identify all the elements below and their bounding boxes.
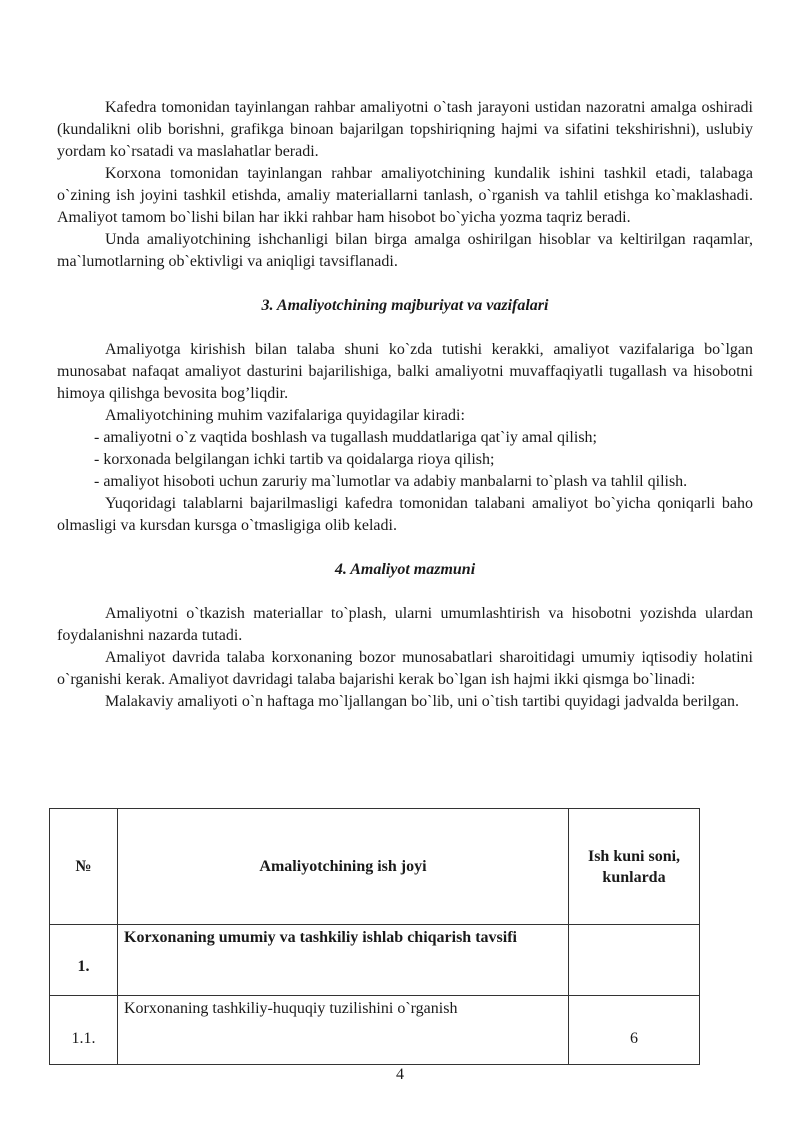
- practice-schedule-table: [49, 808, 700, 1065]
- section-4-paragraph-2: Amaliyot davrida talaba korxonaning bozor munosabatlari sharoitidagi umumiy iqtisodiy holatini o`rganishi kerak. Amaliyot davridagi talaba bajarishi kerak bo`lgan ish hajmi ikki qismga bo`linadi:: [57, 649, 753, 688]
- row-days: 6: [569, 996, 700, 1065]
- header-workplace: Amaliyotchining ish joyi: [118, 809, 569, 925]
- table-header-row: [50, 809, 700, 925]
- page-body: [57, 97, 753, 713]
- section-3-paragraph-1: Amaliyotga kirishish bilan talaba shuni ko`zda tutishi kerakki, amaliyot vazifalariga bo`lgan munosabat nafaqat amaliyot dasturini bajarilishiga, balki amaliyotni muvaffaqiyatli tugallash va hisobotni himoya qilishga bevosita bog’liqdir.: [57, 341, 753, 402]
- row-number: 1.1.: [50, 996, 118, 1065]
- intro-paragraph-3: Unda amaliyotchining ishchanligi bilan birga amalga oshirilgan hisoblar va keltirilgan raqamlar, ma`lumotlarning ob`ektivligi va aniqligi tavsiflanadi.: [57, 231, 753, 270]
- section-3-paragraph-2: Amaliyotchining muhim vazifalariga quyidagilar kiradi:: [105, 407, 465, 424]
- page-number: 4: [396, 1066, 404, 1083]
- section-4-heading: 4. Amaliyot mazmuni: [334, 561, 476, 578]
- table-row: [50, 925, 700, 996]
- duty-item-3: - amaliyot hisoboti uchun zaruriy ma`lumotlar va adabiy manbalarni to`plash va tahlil qilish.: [94, 473, 688, 490]
- section-3-paragraph-3: Yuqoridagi talablarni bajarilmasligi kafedra tomonidan talabani amaliyot bo`yicha qoniqarli baho olmasligi va kursdan kursga o`tmasligiga olib keladi.: [57, 495, 753, 534]
- header-number: №: [50, 809, 118, 925]
- duty-item-1: - amaliyotni o`z vaqtida boshlash va tugallash muddatlariga qat`iy amal qilish;: [94, 429, 597, 446]
- section-4-paragraph-1: Amaliyotni o`tkazish materiallar to`plash, ularni umumlashtirish va hisobotni yozishda ulardan foydalanishni nazarda tutadi.: [57, 605, 753, 644]
- table-row: [50, 996, 700, 1065]
- row-workplace: Korxonaning tashkiliy-huquqiy tuzilishini o`rganish: [118, 996, 569, 1065]
- header-workdays: Ish kuni soni, kunlarda: [569, 809, 700, 925]
- row-number: 1.: [50, 925, 118, 996]
- section-3-heading: 3. Amaliyotchining majburiyat va vazifalari: [261, 297, 549, 314]
- section-4-paragraph-3: Malakaviy amaliyoti o`n haftaga mo`ljallangan bo`lib, uni o`tish tartibi quyidagi jadvalda berilgan.: [105, 693, 740, 710]
- intro-paragraph-2: Korxona tomonidan tayinlangan rahbar amaliyotchining kundalik ishini tashkil etadi, talabaga o`zining ish joyini tashkil etishda, amaliy materiallarni tanlash, o`rganish va tahlil etishga ko`maklashadi. Amaliyot tamom bo`lishi bilan har ikki rahbar ham hisobot bo`yicha yozma taqriz beradi.: [57, 165, 753, 226]
- intro-paragraph-1: Kafedra tomonidan tayinlangan rahbar amaliyotni o`tash jarayoni ustidan nazoratni amalga oshiradi (kundalikni olib borishni, grafikga binoan bajarilgan topshiriqning hajmi va sifatini tekshirishni), uslubiy yordam ko`rsatadi va maslahatlar beradi.: [57, 99, 753, 160]
- row-days: [569, 925, 700, 996]
- duty-item-2: - korxonada belgilangan ichki tartib va qoidalarga rioya qilish;: [94, 451, 495, 468]
- row-workplace: Korxonaning umumiy va tashkiliy ishlab chiqarish tavsifi: [118, 925, 569, 996]
